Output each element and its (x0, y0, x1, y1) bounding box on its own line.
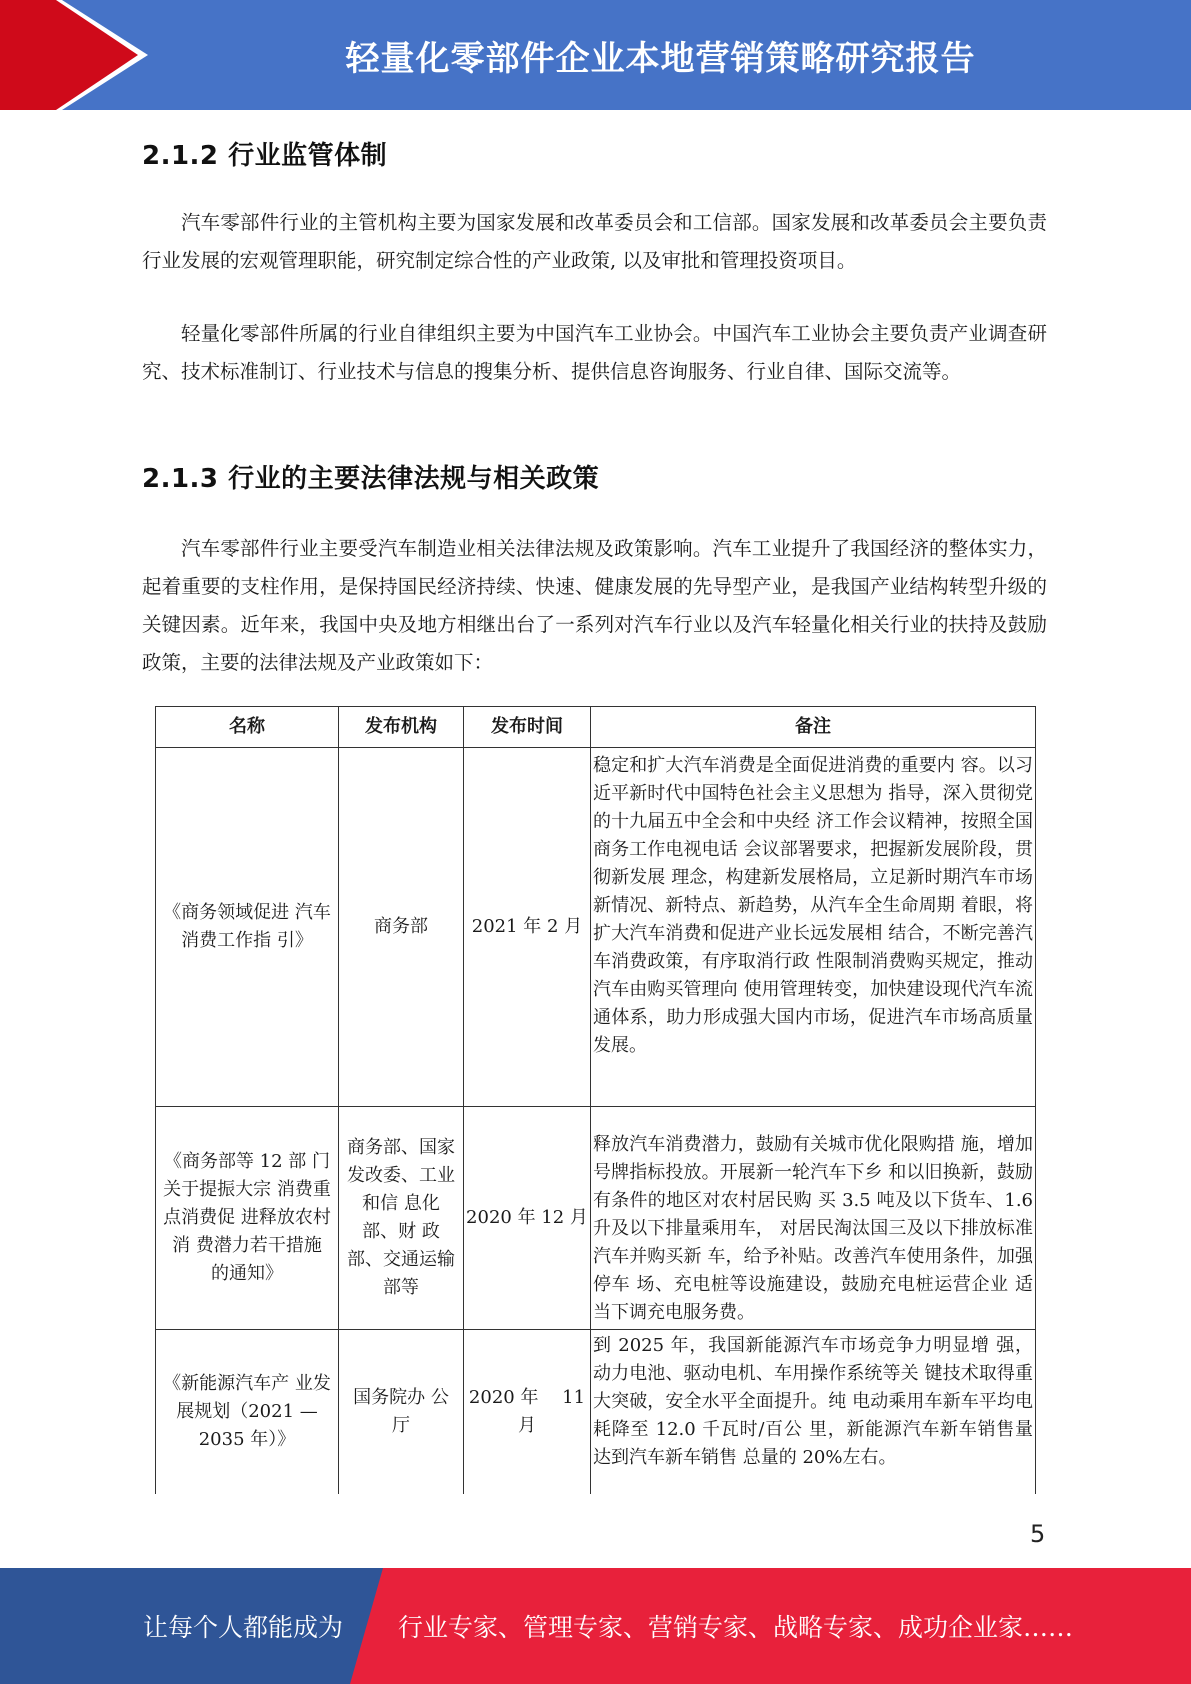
table-row (156, 1107, 1036, 1330)
column-header-org: 发布机构 (339, 707, 464, 748)
column-header-name: 名称 (156, 707, 339, 748)
column-header-date: 发布时间 (464, 707, 591, 748)
table-row (156, 748, 1036, 1107)
footer-slogan-right: 行业专家、管理专家、营销专家、战略专家、成功企业家…… (398, 1613, 1074, 1642)
policy-date: 2020 年 12 月 (464, 1107, 591, 1330)
policy-note: 到 2025 年，我国新能源汽车市场竞争力明显增 强，动力电池、驱动电机、车用操作系统等关 键技术取得重大突破，安全水平全面提升。纯 电动乘用车新车平均电耗降至 12.0 千瓦时/百公 里，新能源汽车新车销售量达到汽车新车销售 总量的 20%左右。 (591, 1330, 1036, 1495)
policy-table (155, 706, 1036, 1494)
page-header (0, 0, 1191, 110)
policy-name: 《商务领域促进 汽车消费工作指 引》 (156, 748, 339, 1107)
paragraph: 汽车零部件行业主要受汽车制造业相关法律法规及政策影响。汽车工业提升了我国经济的整体实力，起着重要的支柱作用，是保持国民经济持续、快速、健康发展的先导型产业，是我国产业结构转型升级的关键因素。近年来，我国中央及地方相继出台了一系列对汽车行业以及汽车轻量化相关行业的扶持及鼓励政策，主要的法律法规及产业政策如下： (142, 537, 1047, 674)
policy-name: 《新能源汽车产 业发展规划（2021 —2035 年）》 (156, 1330, 339, 1495)
section-heading-2-1-2: 2.1.2 行业监管体制 (142, 141, 388, 171)
header-arrow-decoration (0, 0, 160, 110)
policy-date: 2021 年 2 月 (464, 748, 591, 1107)
policy-org: 国务院办 公厅 (339, 1330, 464, 1495)
page-number: 5 (1030, 1520, 1046, 1548)
table-header-row (156, 707, 1036, 748)
policy-org: 商务部 (339, 748, 464, 1107)
policy-org: 商务部、国家发改委、工业和信 息化部、财 政部、交通运输部等 (339, 1107, 464, 1330)
policy-name: 《商务部等 12 部 门关于提振大宗 消费重点消费促 进释放农村消 费潜力若干措施 的通知》 (156, 1107, 339, 1330)
page-footer (0, 1568, 1191, 1684)
report-title: 轻量化零部件企业本地营销策略研究报告 (345, 38, 976, 79)
column-header-note: 备注 (591, 707, 1036, 748)
paragraph: 汽车零部件行业的主管机构主要为国家发展和改革委员会和工信部。国家发展和改革委员会主要负责行业发展的宏观管理职能，研究制定综合性的产业政策, 以及审批和管理投资项目。 (142, 211, 1047, 272)
policy-note: 稳定和扩大汽车消费是全面促进消费的重要内 容。以习近平新时代中国特色社会主义思想为 指导，深入贯彻党的十九届五中全会和中央经 济工作会议精神，按照全国商务工作电视电话 会议部署要求，把握新发展阶段，贯彻新发展 理念，构建新发展格局，立足新时期汽车市场 新情况、新特点、新趋势，从汽车全生命周期 着眼，将扩大汽车消费和促进产业长远发展相 结合，不断完善汽车消费政策，有序取消行政 性限制消费购买规定，推动汽车由购买管理向 使用管理转变，加快建设现代汽车流通体系，助力形成强大国内市场，促进汽车市场高质量 发展。 (591, 748, 1036, 1107)
policy-date: 2020 年 11 月 (464, 1330, 591, 1495)
paragraph: 轻量化零部件所属的行业自律组织主要为中国汽车工业协会。中国汽车工业协会主要负责产业调查研究、技术标准制订、行业技术与信息的搜集分析、提供信息咨询服务、行业自律、国际交流等。 (142, 322, 1047, 383)
table-row (156, 1330, 1036, 1495)
policy-note: 释放汽车消费潜力，鼓励有关城市优化限购措 施，增加号牌指标投放。开展新一轮汽车下乡 和以旧换新，鼓励有条件的地区对农村居民购 买 3.5 吨及以下货车、1.6 升及以下排量乘用车， 对居民淘汰国三及以下排放标准汽车并购买新 车，给予补贴。改善汽车使用条件，加强停车 场、充电桩等设施建设，鼓励充电桩运营企业 适当下调充电服务费。 (591, 1107, 1036, 1330)
section-heading-2-1-3: 2.1.3 行业的主要法律法规与相关政策 (142, 464, 600, 494)
footer-slogan-left: 让每个人都能成为 (143, 1613, 344, 1642)
